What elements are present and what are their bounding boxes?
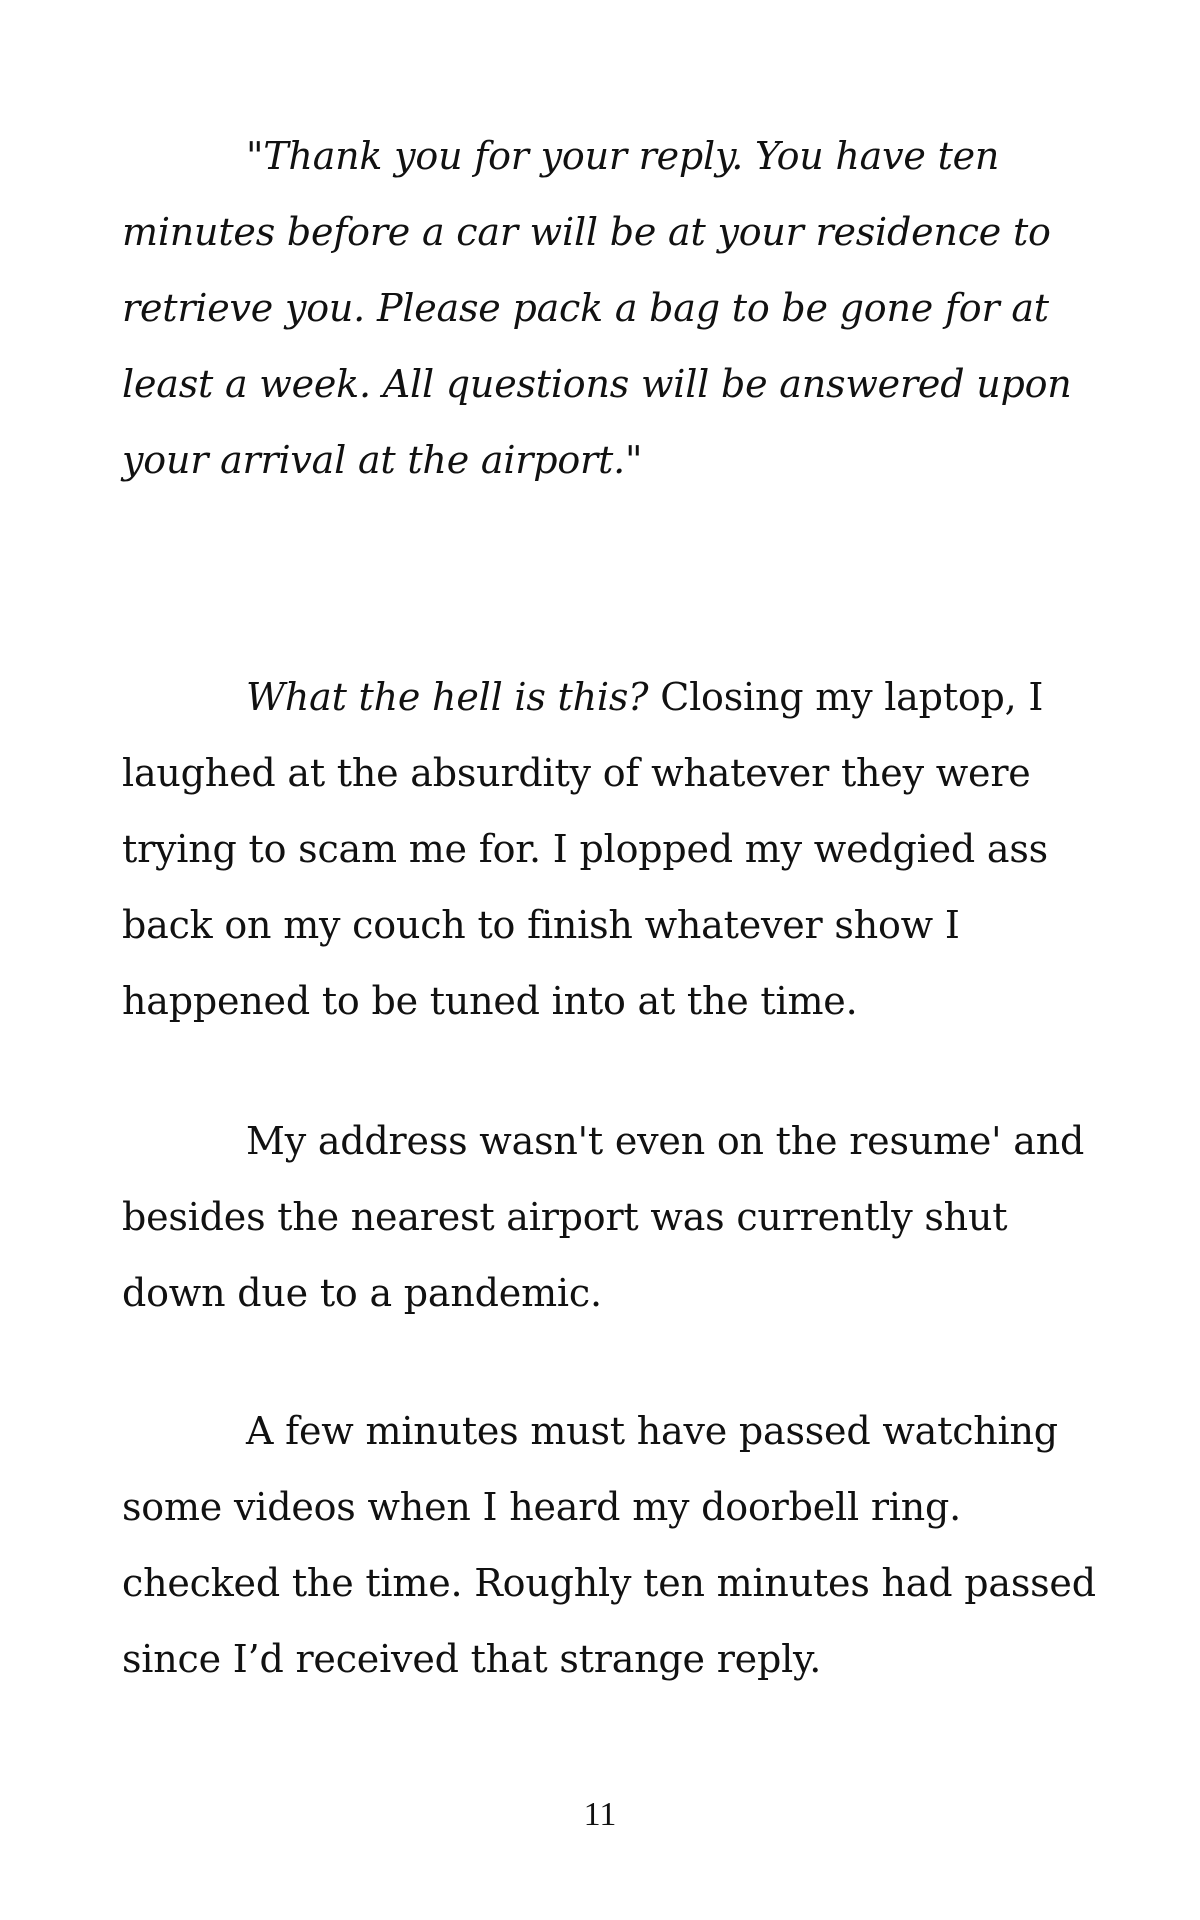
- paragraph-2-line-1: [246, 675, 1044, 719]
- paragraph-1-line-3: retrieve you. Please pack a bag to be gone for at: [122, 286, 1049, 330]
- paragraph-2-line-1-rest: Closing my laptop, I: [648, 675, 1044, 719]
- paragraph-4-line-3: checked the time. Roughly ten minutes had passed: [122, 1561, 1096, 1605]
- paragraph-4-line-4: since I’d received that strange reply.: [122, 1637, 822, 1681]
- paragraph-4-line-2: some videos when I heard my doorbell ring.: [122, 1485, 962, 1529]
- paragraph-2-line-4: back on my couch to finish whatever show I: [122, 903, 960, 947]
- paragraph-2-line-3: trying to scam me for. I plopped my wedgied ass: [122, 827, 1048, 871]
- paragraph-3-line-2: besides the nearest airport was currently shut: [122, 1195, 1008, 1239]
- paragraph-1-line-5: your arrival at the airport.": [122, 438, 643, 482]
- paragraph-4-line-1: A few minutes must have passed watching: [246, 1409, 1058, 1453]
- paragraph-1-line-2: minutes before a car will be at your residence to: [122, 210, 1051, 254]
- paragraph-2-line-5: happened to be tuned into at the time.: [122, 979, 858, 1023]
- paragraph-2-line-2: laughed at the absurdity of whatever they were: [122, 751, 1031, 795]
- page-number: 11: [583, 1796, 617, 1833]
- paragraph-1-line-4: least a week. All questions will be answered upon: [122, 362, 1072, 406]
- paragraph-2-italic-thought: What the hell is this?: [246, 675, 649, 719]
- paragraph-3-line-1: My address wasn't even on the resume' and: [246, 1119, 1085, 1163]
- paragraph-3-line-3: down due to a pandemic.: [122, 1271, 602, 1315]
- paragraph-1-line-1: "Thank you for your reply. You have ten: [246, 134, 1000, 178]
